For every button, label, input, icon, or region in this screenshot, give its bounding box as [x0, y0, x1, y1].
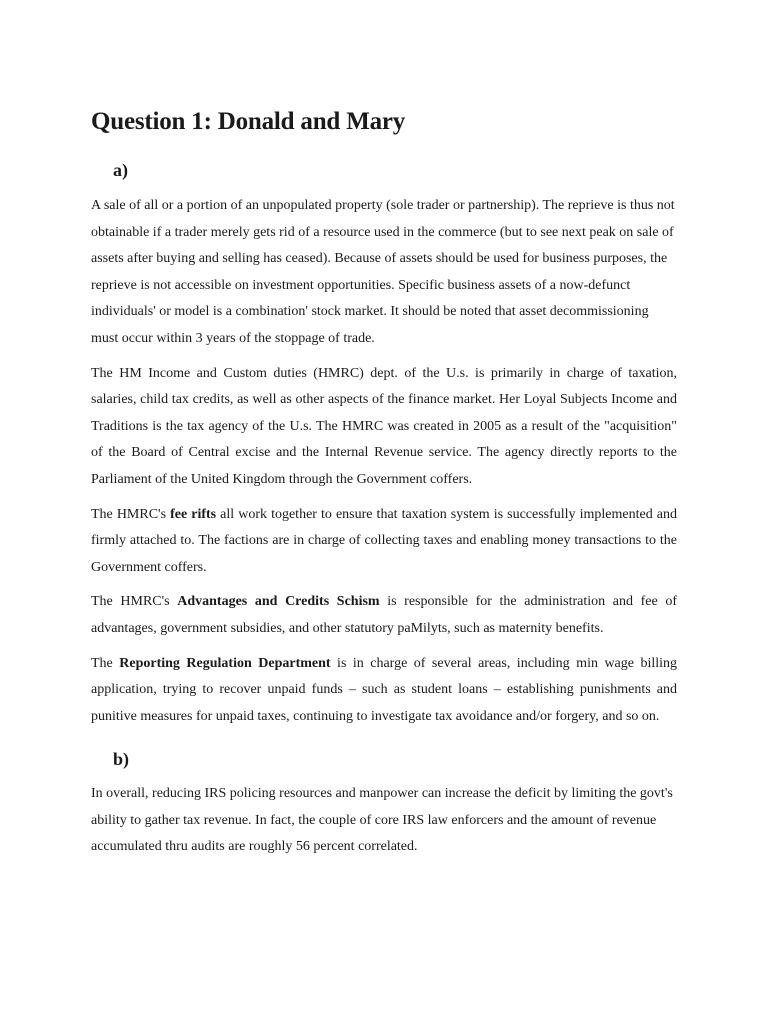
paragraph-4-suffix: is responsible for the administration and fee of advantages, government subsidies, and other statutory paMilyts, such as maternity benefits.	[91, 594, 677, 636]
paragraph-3-prefix: The HMRC's	[91, 506, 171, 522]
reporting-regulation-department-term: Reporting Regulation Department	[119, 655, 331, 671]
paragraph-5-suffix: is in charge of several areas, including min wage billing application, trying to recover unpaid funds – such as student loans – establishing punishments and punitive measures for unpaid taxes, continuing to investigate tax avoidance and/or forgery, and so on.	[91, 655, 678, 724]
paragraph-4-prefix: The HMRC's	[91, 594, 178, 610]
advantages-credits-schism-term: Advantages and Credits Schism	[177, 594, 380, 610]
document-page	[91, 104, 677, 869]
paragraph-5-prefix: The	[91, 655, 120, 671]
paragraph-3-suffix: all work together to ensure that taxation system is successfully implemented and firmly attached to. The factions are in charge of collecting taxes and enabling money transactions to the Government coffers.	[91, 506, 677, 575]
fee-rifts-term: fee rifts	[170, 506, 217, 522]
section-b-heading: b)	[113, 749, 130, 770]
section-a-heading: a)	[113, 160, 128, 180]
section-a-paragraph-3	[91, 502, 677, 582]
section-a-paragraph-2: The HM Income and Custom duties (HMRC) dept. of the U.s. is primarily in charge of taxation, salaries, child tax credits, as well as other aspects of the finance market. Her Loyal Subjects Income and Traditions is the tax agency of the U.s. The HMRC was created in 2005 as a result of the "acquisition" of the Board of Central excise and the Internal Revenue service. The agency directly reports to the Parliament of the United Kingdom through the Government coffers.	[91, 365, 677, 487]
section-a-paragraph-1: A sale of all or a portion of an unpopulated property (sole trader or partnership). The reprieve is thus not obtainable if a trader merely gets rid of a resource used in the commerce (but to see next peak on sale of assets after buying and selling has ceased). Because of assets should be used for business purposes, the reprieve is not accessible on investment opportunities. Specific business assets of a now-defunct individuals' or model is a combination' stock market. It should be noted that asset decommissioning must occur within 3 years of the stoppage of trade.	[91, 198, 675, 346]
section-a-paragraph-4	[91, 589, 677, 642]
document-title: Question 1: Donald and Mary	[91, 108, 406, 135]
section-b-paragraph-1: In overall, reducing IRS policing resources and manpower can increase the deficit by limiting the govt's ability to gather tax revenue. In fact, the couple of core IRS law enforcers and the amount of revenue accumulated thru audits are roughly 56 percent correlated.	[91, 786, 673, 855]
section-a-paragraph-5	[91, 651, 677, 731]
